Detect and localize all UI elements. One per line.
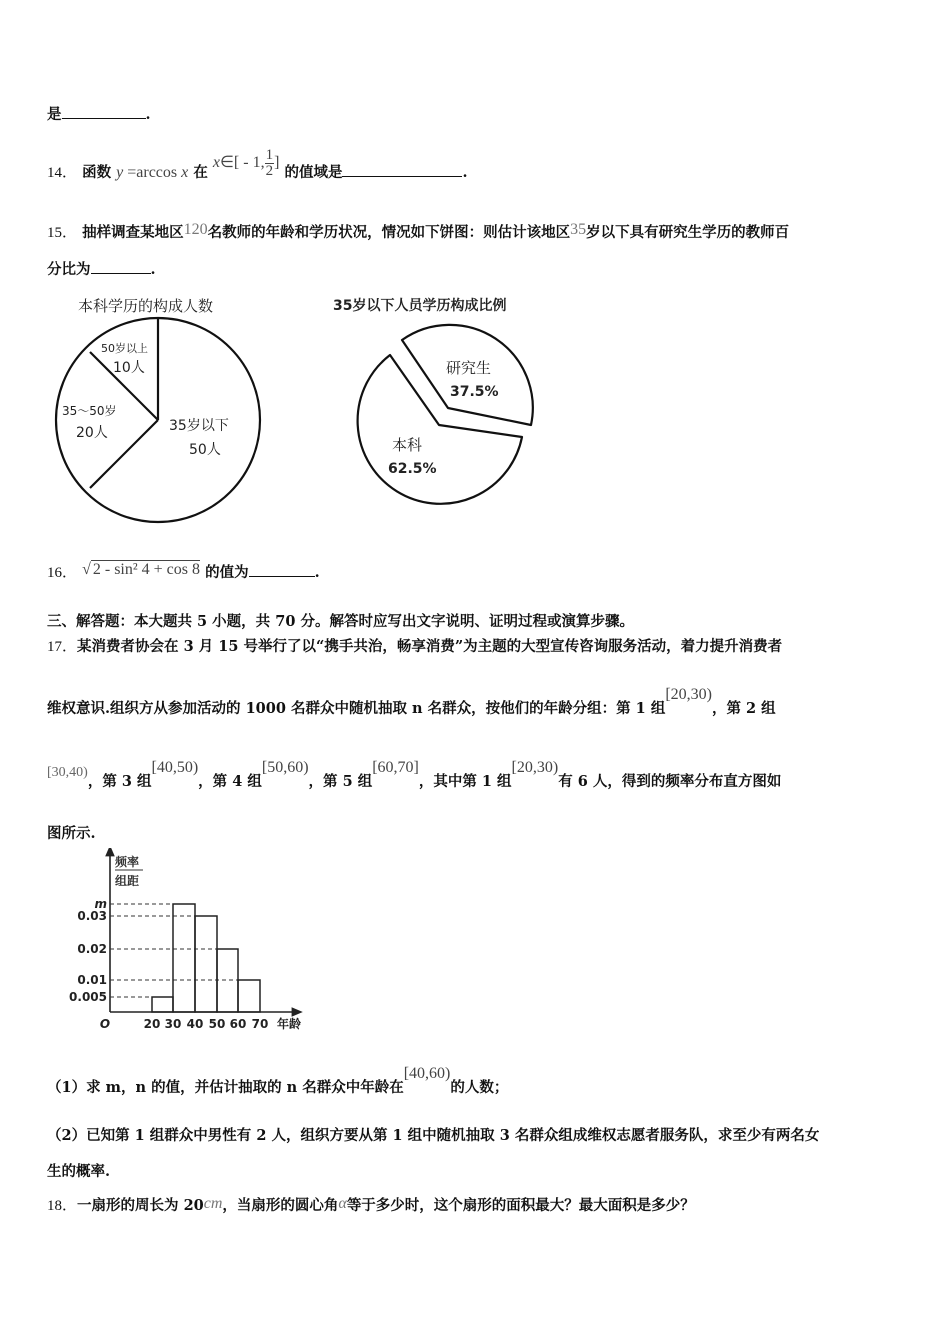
- q14-answer-blank[interactable]: [342, 164, 462, 177]
- q18-unit: cm: [203, 1195, 223, 1212]
- x-tick-70: 70: [251, 1017, 269, 1031]
- q16-number: 16．: [47, 565, 78, 581]
- section-3-heading: 三、解答题：本大题共 5 小题，共 70 分。解答时应写出文字说明、证明过程或演算步骤。: [47, 613, 634, 630]
- pie1-value-50plus: 10人: [113, 360, 145, 376]
- q15-answer-blank[interactable]: [91, 261, 151, 274]
- q17-part1: [47, 1065, 509, 1097]
- pie1-label-under35: 35岁以下: [169, 418, 229, 434]
- q16-expression: √ 2 - sin² 4 + cos 8: [82, 561, 201, 578]
- q16-answer-blank[interactable]: [249, 564, 315, 577]
- q13-suffix: .: [145, 106, 151, 123]
- question-16: [47, 561, 320, 582]
- q17-line2-text: 维权意识.组织方从参加活动的 1000 名群众中随机抽取 n 名群众，按他们的年龄分组：第 1 组: [47, 700, 666, 717]
- question-18: [47, 1194, 695, 1215]
- q17-line4: 图所示.: [47, 825, 96, 842]
- pie2-value-bachelor: 62.5%: [388, 461, 437, 477]
- question-15: [47, 221, 789, 242]
- frac-numerator: 1: [265, 147, 274, 163]
- x-axis-label: 年龄: [277, 1017, 302, 1031]
- q17-line1: 某消费者协会在 3 月 15 号举行了以“携手共治，畅享消费”为主题的大型宣传咨询服务活动，着力提升消费者: [77, 638, 783, 655]
- q14-text3: 的值域是: [284, 164, 343, 182]
- question-14: [47, 147, 468, 189]
- q15-text1: 抽样调查某地区: [82, 224, 184, 241]
- q14-domain: x∈[ - 1, $\frac{1}{2}$ ]: [212, 147, 280, 179]
- q17-text-g5: ，第 5 组: [308, 773, 373, 790]
- q15-num1: 120: [183, 221, 208, 238]
- q17-text-end: 有 6 人，得到的频率分布直方图如: [558, 773, 782, 790]
- y-tick-003: 0.03: [77, 909, 107, 923]
- q17-group3-interval: [40,50): [151, 759, 199, 776]
- pie-chart-under35-education: [340, 320, 540, 520]
- pie1-label-50plus: 50岁以上: [101, 342, 148, 355]
- y-tick-m: m: [94, 897, 107, 911]
- bar-50-60: [217, 949, 238, 1012]
- bar-20-30: [152, 997, 173, 1012]
- x-tick-20: 20: [143, 1017, 161, 1031]
- q18-alpha: α: [338, 1195, 347, 1212]
- q17-line3: [47, 759, 782, 791]
- frac-denominator: 2: [265, 163, 274, 179]
- q17-group1-interval: [20,30): [665, 686, 712, 703]
- q18-text3: 等于多少时，这个扇形的面积最大？最大面积是多少？: [346, 1197, 695, 1214]
- q15-text3: 岁以下具有研究生学历的教师百: [586, 224, 790, 241]
- y-tick-002: 0.02: [77, 942, 107, 956]
- q17-part1-end: 的人数；: [450, 1079, 509, 1096]
- q18-text2: ，当扇形的圆心角: [222, 1197, 339, 1214]
- pie2-label-graduate: 研究生: [446, 359, 492, 377]
- x-tick-30: 30: [164, 1017, 182, 1031]
- y-tick-001: 0.01: [77, 973, 107, 987]
- q15-line2: [47, 258, 156, 279]
- x-tick-40: 40: [186, 1017, 204, 1031]
- q17-text-g3: ，第 3 组: [87, 773, 152, 790]
- pie2-title: 35岁以下人员学历构成比例: [333, 298, 507, 314]
- q16-radicand: 2 - sin² 4 + cos 8: [92, 561, 201, 578]
- q17-group1-interval-repeat: [20,30): [511, 759, 559, 776]
- origin-label: O: [99, 1017, 111, 1031]
- q16-text: 的值为: [205, 564, 249, 581]
- q14-text1: 函数: [82, 164, 112, 182]
- q14-suffix: .: [462, 164, 468, 182]
- pie1-title: 本科学历的构成人数: [78, 297, 214, 315]
- x-tick-50: 50: [208, 1017, 226, 1031]
- q13-prefix: 是: [47, 106, 62, 123]
- q15-text2: 名教师的年龄和学历状况，情况如下饼图：则估计该地区: [207, 224, 571, 241]
- q17-text-g4: ，第 4 组: [198, 773, 262, 790]
- q14-text2: 在: [193, 164, 208, 182]
- q13-answer-line: [47, 103, 151, 124]
- q14-function: y =arccos x: [116, 164, 189, 182]
- pie1-value-under35: 50人: [189, 442, 221, 458]
- q17-group4-interval: [50,60): [261, 759, 309, 776]
- q17-part2: （2）已知第 1 组群众中男性有 2 人，组织方要从第 1 组中随机抽取 3 名群众组成维权志愿者服务队，求至少有两名女: [47, 1127, 820, 1144]
- q16-suffix: .: [314, 564, 320, 581]
- bar-40-50: [195, 916, 217, 1012]
- pie2-value-graduate: 37.5%: [450, 384, 499, 400]
- q17-number: 17．: [47, 639, 78, 655]
- q18-number: 18．: [47, 1198, 78, 1214]
- question-17: [47, 635, 782, 656]
- q17-group2-interval: [30,40): [47, 765, 88, 780]
- q15-suffix: .: [150, 261, 156, 278]
- q15-line2-text: 分比为: [47, 261, 91, 278]
- y-tick-0005: 0.005: [69, 990, 107, 1004]
- q14-number: 14．: [47, 165, 78, 182]
- pie1-value-35-50: 20人: [76, 425, 108, 441]
- q18-text1: 一扇形的周长为 20: [77, 1197, 204, 1214]
- pie1-label-35-50: 35～50岁: [62, 404, 117, 418]
- bar-30-40: [173, 904, 195, 1012]
- q17-line2-end: ，第 2 组: [711, 700, 776, 717]
- q17-part1-interval: [40,60): [403, 1065, 451, 1082]
- q15-num2: 35: [570, 221, 587, 238]
- y-label-denominator: 组距: [115, 874, 140, 888]
- pie2-label-bachelor: 本科: [392, 436, 423, 454]
- y-label-numerator: 频率: [115, 855, 140, 869]
- q17-part1-text: （1）求 m，n 的值，并估计抽取的 n 名群众中年龄在: [47, 1079, 404, 1096]
- q17-group5-interval: [60,70]: [372, 759, 419, 776]
- q13-answer-blank[interactable]: [62, 106, 146, 119]
- q17-line2: [47, 686, 776, 718]
- q17-text-among: ，其中第 1 组: [418, 773, 512, 790]
- q15-number: 15．: [47, 225, 78, 241]
- histogram-age-frequency: [45, 848, 335, 1038]
- x-tick-60: 60: [229, 1017, 247, 1031]
- bar-60-70: [238, 980, 260, 1012]
- q17-part2-line2: 生的概率.: [47, 1163, 111, 1180]
- pie-chart-bachelor-composition: [50, 312, 270, 527]
